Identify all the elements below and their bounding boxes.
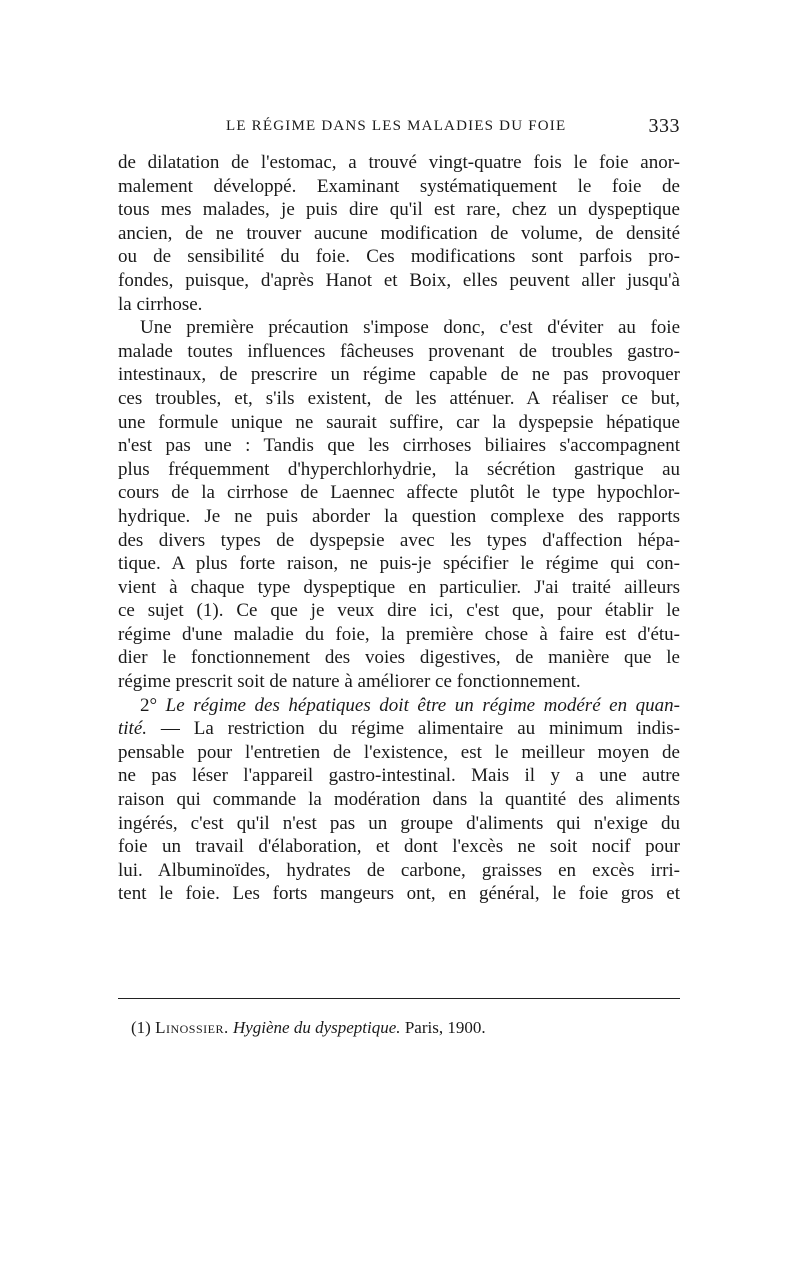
text-line: régime d'une maladie du foie, la première chose à faire est d'étu- — [118, 623, 680, 645]
text-line: ancien, de ne trouver aucune modification de volume, de densité — [118, 222, 680, 244]
text-line: ingérés, c'est qu'il n'est pas un groupe d'aliments qui n'exige du — [118, 812, 680, 834]
text-line: régime prescrit soit de nature à améliorer ce fonctionnement. — [118, 671, 581, 693]
footnote-title: Hygiène du dyspeptique. — [232, 1018, 401, 1037]
text-line: malade toutes influences fâcheuses provenant de troubles gastro- — [118, 340, 680, 362]
text-line: pensable pour l'entretien de l'existence, est le meilleur moyen de — [118, 741, 680, 763]
text-line: malement développé. Examinant systématiquement le foie de — [118, 175, 680, 197]
text-line: dier le fonctionnement des voies digestives, de manière que le — [118, 647, 680, 669]
text-line: des divers types de dyspepsie avec les types d'affection hépa- — [118, 529, 680, 551]
page-number: 333 — [648, 115, 680, 137]
text-line: tique. A plus forte raison, ne puis-je spécifier le régime qui con- — [118, 553, 680, 575]
text-line: n'est pas une : Tandis que les cirrhoses biliaires s'accompagnent — [118, 435, 680, 457]
body-text — [118, 151, 680, 906]
section-heading-line — [118, 694, 680, 718]
text-line: raison qui commande la modération dans la quantité des aliments — [118, 789, 680, 811]
text-line: lui. Albuminoïdes, hydrates de carbone, graisses en excès irri- — [118, 859, 680, 881]
text-line: de dilatation de l'estomac, a trouvé vingt-quatre fois le foie anor- — [118, 152, 680, 173]
text-line: ne pas léser l'appareil gastro-intestinal. Mais il y a une autre — [118, 765, 680, 787]
text-line: hydrique. Je ne puis aborder la question complexe des rapports — [118, 505, 680, 527]
section-heading-line-2 — [118, 717, 680, 741]
section-text-start: — La restriction du régime alimentaire au minimum indis- — [147, 718, 680, 740]
text-line: Une première précaution s'impose donc, c'est d'éviter au foie — [140, 317, 680, 339]
text-line: fondes, puisque, d'après Hanot et Boix, elles peuvent aller jusqu'à — [118, 269, 680, 291]
text-line: vient à chaque type dyspeptique en particulier. J'ai traité ailleurs — [118, 576, 680, 598]
text-line: intestinaux, de prescrire un régime capable de ne pas provoquer — [118, 364, 680, 386]
running-header — [118, 115, 680, 141]
text-line: ce sujet (1). Ce que je veux dire ici, c'est que, pour établir le — [118, 600, 680, 622]
footnote-author: Linossier. — [155, 1018, 229, 1037]
text-line: ces troubles, et, s'ils existent, de les atténuer. A réaliser ce but, — [118, 387, 680, 409]
text-line: une formule unique ne saurait suffire, car la dyspepsie hépatique — [118, 411, 680, 433]
running-title: LE RÉGIME DANS LES MALADIES DU FOIE — [226, 118, 567, 134]
text-line: foie un travail d'élaboration, et dont l'excès ne soit nocif pour — [118, 836, 680, 858]
footnote-divider — [118, 998, 680, 999]
footnote — [131, 1017, 486, 1039]
text-line: ou de sensibilité du foie. Ces modifications sont parfois pro- — [118, 246, 680, 268]
text-line: cours de la cirrhose de Laennec affecte plutôt le type hypochlor- — [118, 482, 680, 504]
section-title-end: tité. — [118, 718, 148, 740]
text-line: tent le foie. Les forts mangeurs ont, en général, le foie gros et — [118, 883, 680, 905]
section-title: Le régime des hépatiques doit être un régime modéré en quan- — [165, 694, 680, 716]
text-line: tous mes malades, je puis dire qu'il est rare, chez un dyspeptique — [118, 199, 680, 221]
text-line: plus fréquemment d'hyperchlorhydrie, la sécrétion gastrique au — [118, 458, 680, 480]
text-line: la cirrhose. — [118, 293, 203, 315]
footnote-marker: (1) — [131, 1018, 151, 1037]
section-number: 2° — [140, 694, 158, 716]
footnote-place-date: Paris, 1900. — [404, 1018, 486, 1037]
